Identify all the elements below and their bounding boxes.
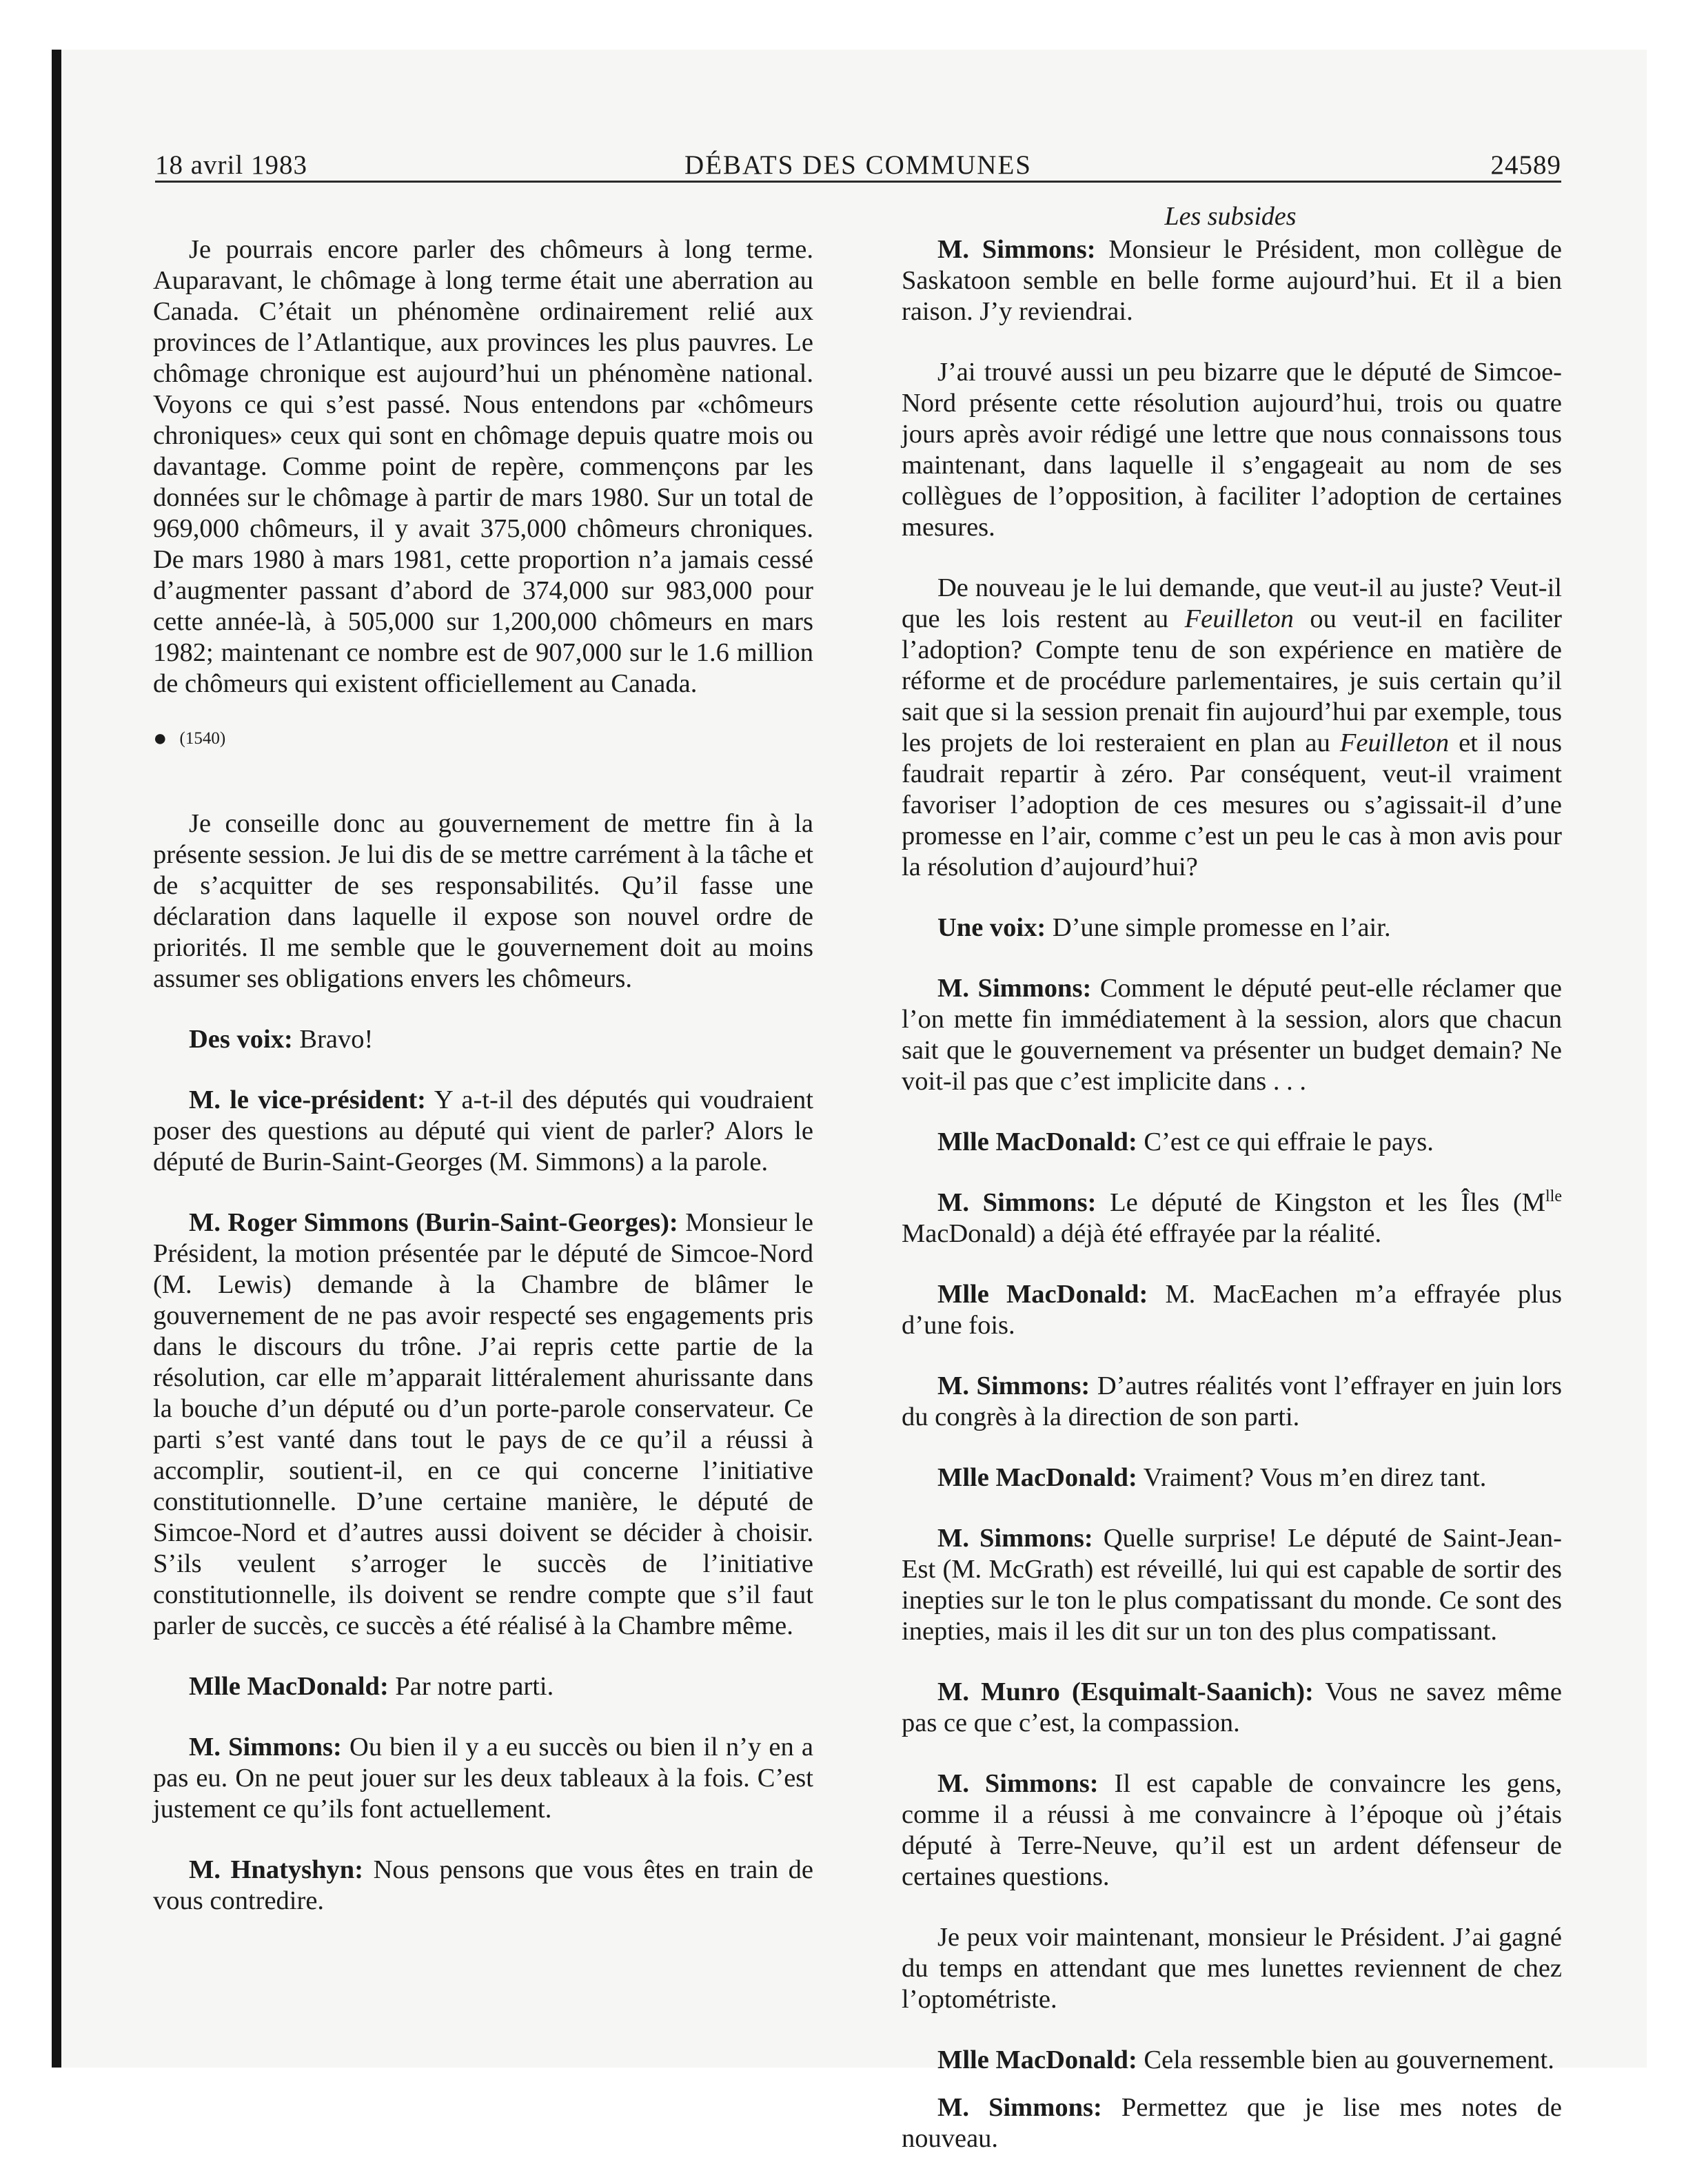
speech-text: Y a-t-il des députés qui voudraient poser des questions au député qui vient de parler? Alors le député de Burin-Saint-Georges (M. Simmons) a la parole. <box>153 1085 813 1176</box>
time-marker-text: (1540) <box>179 729 226 748</box>
text-run: et il nous faudrait repartir à zéro. Par conséquent, veut-il vraiment favoriser l’adoption de ces mesures ou s’agissait-il d’une promesse en l’air, comme c’est un peu le cas à mon avis pour la résolution d’aujourd’hui? <box>902 728 1562 881</box>
speech <box>902 1523 1562 1647</box>
speech-text: D’autres réalités vont l’effrayer en juin lors du congrès à la direction de son parti. <box>902 1371 1562 1431</box>
header-date: 18 avril 1983 <box>155 150 307 180</box>
speaker-name: M. le vice-président: <box>189 1085 426 1114</box>
speech-text: Par notre parti. <box>395 1672 554 1701</box>
speaker-name: M. Simmons: <box>937 1371 1090 1400</box>
speech-text: Il est capable de convaincre les gens, comme il a réussi à me convaincre à l’époque où j’étais député à Terre-Neuve, qu’il est un ardent défenseur de certaines questions. <box>902 1769 1562 1891</box>
speech <box>153 1207 813 1642</box>
speaker-name: Mlle MacDonald: <box>937 1127 1137 1156</box>
speaker-name: M. Simmons: <box>189 1733 342 1762</box>
speech-text: Cela ressemble bien au gouvernement. <box>1144 2045 1554 2074</box>
scan-edge <box>52 50 61 2068</box>
speech <box>902 1187 1562 1249</box>
section-title: Les subsides <box>1164 202 1297 231</box>
speech-text: Ou bien il y a eu succès ou bien il n’y en a pas eu. On ne peut jouer sur les deux tableaux à la fois. C’est justement ce qu’ils font actuellement. <box>153 1733 814 1824</box>
speech-text: Vraiment? Vous m’en direz tant. <box>1143 1463 1487 1492</box>
speech <box>902 912 1562 943</box>
speaker-name: M. Simmons: <box>937 1769 1099 1798</box>
speech-text: Nous pensons que vous êtes en train de vous contredire. <box>153 1855 813 1915</box>
speech <box>902 234 1562 327</box>
time-marker <box>153 728 813 749</box>
speaker-name: Mlle MacDonald: <box>937 1280 1148 1309</box>
speech <box>902 2092 1562 2154</box>
speech <box>902 1462 1562 1493</box>
speech-text: D’une simple promesse en l’air. <box>1052 913 1391 942</box>
speech-text: C’est ce qui effraie le pays. <box>1144 1127 1434 1156</box>
speech <box>153 1855 813 1917</box>
superscript: lle <box>1545 1187 1562 1206</box>
speaker-name: Mlle MacDonald: <box>937 1463 1137 1492</box>
header-title: DÉBATS DES COMMUNES <box>684 150 1032 180</box>
speech <box>153 1024 813 1055</box>
speaker-name: Une voix: <box>937 913 1046 942</box>
speaker-name: M. Munro (Esquimalt-Saanich): <box>937 1677 1314 1706</box>
left-column <box>153 234 813 1946</box>
speech-text: Comment le député peut-elle réclamer que l’on mette fin immédiatement à la session, alors que chacun sait que le gouvernement va présenter un budget demain? Ne voit-il pas que c’est implicite dans . . . <box>902 974 1562 1096</box>
speech <box>902 1768 1562 1892</box>
speech-text: Bravo! <box>299 1025 374 1054</box>
speech-text: Monsieur le Président, mon collègue de Saskatoon semble en belle forme aujourd’hui. Et il a bien raison. J’y reviendrai. <box>902 235 1562 326</box>
bullet-icon: ● <box>153 726 167 751</box>
speaker-name: Mlle MacDonald: <box>189 1672 389 1701</box>
speaker-name: M. Simmons: <box>937 2093 1102 2122</box>
paragraph: Je peux voir maintenant, monsieur le Président. J’ai gagné du temps en attendant que mes lunettes reviennent de chez l’optométriste. <box>902 1923 1562 2014</box>
speaker-name: M. Hnatyshyn: <box>189 1855 364 1884</box>
speaker-name: M. Simmons: <box>937 1524 1093 1553</box>
speaker-name: Des voix: <box>189 1025 293 1054</box>
speech <box>902 1127 1562 1158</box>
running-header <box>155 146 1561 185</box>
speaker-name: M. Simmons: <box>937 235 1096 264</box>
speaker-name: Mlle MacDonald: <box>937 2045 1137 2074</box>
speech-text: Permettez que je lise mes notes de nouveau. <box>902 2093 1562 2153</box>
speech <box>153 1085 813 1178</box>
speech <box>153 1732 813 1825</box>
speech-text: MacDonald) a déjà été effrayée par la réalité. <box>902 1219 1382 1248</box>
speaker-name: M. Simmons: <box>937 1188 1097 1217</box>
header-rule <box>155 181 1561 183</box>
speech-text: Vous ne savez même pas ce que c’est, la compassion. <box>902 1677 1563 1737</box>
speech <box>902 2045 1562 2076</box>
speech-text: Le député de Kingston et les Îles (M <box>1110 1188 1545 1217</box>
speech <box>902 1371 1562 1433</box>
paragraph: Je pourrais encore parler des chômeurs à long terme. Auparavant, le chômage à long terme était une aberration au Canada. C’était un phénomène ordinairement relié aux provinces de l’Atlantique, aux provinces les plus pauvres. Le chômage chronique est aujourd’hui un phénomène national. Voyons ce qui s’est passé. Nous entendons par «chômeurs chroniques» ceux qui sont en chômage depuis quatre mois ou davantage. Comme point de repère, commençons par les données sur le chômage à partir de mars 1980. Sur un total de 969,000 chômeurs, il y avait 375,000 chômeurs chroniques. De mars 1980 à mars 1981, cette proportion n’a jamais cessé d’augmenter passant d’abord de 374,000 sur 983,000 pour cette année-là, à 505,000 sur 1,200,000 chômeurs en mars 1982; maintenant ce nombre est de 907,000 sur le 1.6 million de chômeurs qui existent officiellement au Canada. <box>153 235 813 698</box>
text-run: ou veut-il en faciliter l’adoption? Compte tenu de son expérience en matière de réforme et de procédure parlementaires, je suis certain qu’il sait que si la session prenait fin aujourd’hui par exemple, tous les projets de loi resteraient en plan au <box>902 604 1562 757</box>
paragraph: J’ai trouvé aussi un peu bizarre que le député de Simcoe-Nord présente cette résolution aujourd’hui, trois ou quatre jours après avoir rédigé une lettre que nous connaissons tous maintenant, dans laquelle il s’engageait au nom de ses collègues de l’opposition, à faciliter l’adoption de certaines mesures. <box>902 358 1562 542</box>
header-page-number: 24589 <box>1490 150 1561 180</box>
italic-term: Feuilleton <box>1184 604 1294 633</box>
speaker-name: M. Simmons: <box>937 974 1092 1003</box>
speech-text: M. MacEachen m’a effrayée plus d’une fois. <box>902 1280 1563 1340</box>
speech-text: Monsieur le Président, la motion présentée par le député de Simcoe-Nord (M. Lewis) demande à la Chambre de blâmer le gouvernement de ne pas avoir respecté ses engagements pris dans le discours du trône. J’ai repris cette partie de la résolution, car elle m’apparait littéralement ahurissante dans la bouche d’un député ou d’un porte-parole conservateur. Ce parti s’est vanté dans tout le pays de ce qu’il a réussi à accomplir, soutient-il, en ce qui concerne l’initiative constitutionnelle. D’une certaine manière, le député de Simcoe-Nord et d’autres aussi doivent se décider à choisir. S’ils veulent s’arroger le succès de l’initiative constitutionnelle, ils doivent se rendre compte que s’il faut parler de succès, ce succès a été réalisé à la Chambre même. <box>153 1208 814 1640</box>
text-run: De nouveau je le lui demande, que veut-il au juste? Veut-il que les lois restent au <box>902 573 1562 633</box>
paragraph: Je conseille donc au gouvernement de mettre fin à la présente session. Je lui dis de se mettre carrément à la tâche et de s’acquitter de ses responsabilités. Qu’il fasse une déclaration dans laquelle il expose son nouvel ordre de priorités. Il me semble que le gouvernement doit au moins assumer ses obligations envers les chômeurs. <box>153 809 813 993</box>
paragraph <box>902 573 1562 883</box>
speech <box>902 1677 1562 1739</box>
italic-term: Feuilleton <box>1339 728 1450 757</box>
speech <box>153 1671 813 1702</box>
speech <box>902 1279 1562 1341</box>
speech-text: Quelle surprise! Le député de Saint-Jean-Est (M. McGrath) est réveillé, lui qui est capable de sortir des inepties sur le ton le plus compatissant du monde. Ce sont des inepties, mais il les dit sur un ton des plus compatissant. <box>902 1524 1562 1646</box>
speech <box>902 973 1562 1097</box>
right-column <box>902 234 1562 2184</box>
speaker-name: M. Roger Simmons (Burin-Saint-Georges): <box>189 1208 678 1237</box>
